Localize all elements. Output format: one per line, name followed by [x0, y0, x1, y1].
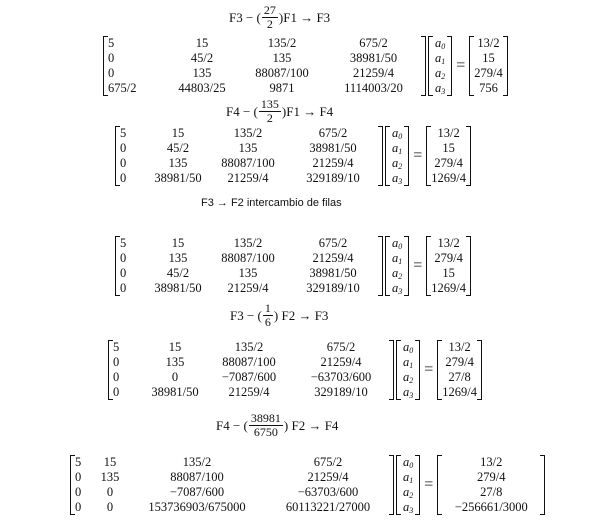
- matrix-cell: 135: [168, 156, 188, 170]
- vector-row: [474, 36, 502, 51]
- matrix-cell: 135/2: [233, 126, 263, 140]
- op-step-5: F4 − ( $\frac{38981}{6750}$ ) F2 → F4: [216, 411, 339, 439]
- rhs-cell: 15: [442, 141, 455, 155]
- rhs-cell: 279/4: [434, 156, 463, 170]
- matrix-cell: −7087/600: [221, 370, 277, 384]
- unknown: $a_2$: [403, 485, 414, 500]
- rhs-cell: 756: [479, 81, 498, 95]
- matrix-row: [120, 236, 378, 251]
- vector-row: [431, 236, 466, 251]
- matrix-row: [120, 251, 378, 266]
- matrix-cell: 135: [168, 251, 188, 265]
- matrix-cell: 329189/10: [306, 281, 360, 295]
- bracket-right: [415, 340, 420, 400]
- unknowns-vector: [428, 36, 452, 96]
- matrix-cell: 135: [272, 51, 292, 65]
- rhs-cell: 1269/4: [431, 281, 467, 295]
- matrix-cell: 38981/50: [349, 51, 398, 65]
- unknown: $a_1$: [392, 141, 403, 156]
- rhs-vector: [437, 340, 482, 400]
- row-swap-note: F3 → F2 intercambio de filas: [201, 197, 342, 209]
- matrix-cell: 0: [171, 370, 179, 384]
- matrix-cell: −63703/600: [297, 485, 359, 499]
- rhs-cell: 13/2: [437, 236, 460, 250]
- bracket-right: [503, 36, 508, 96]
- rhs-vector: [426, 126, 471, 186]
- matrix-cell: 5: [75, 455, 82, 469]
- vector-row: [442, 355, 477, 370]
- vector-row: [433, 36, 447, 51]
- vector-row: [442, 470, 540, 485]
- rhs-cell: 279/4: [474, 66, 503, 80]
- matrix-cell: 88087/100: [222, 355, 276, 369]
- unknowns-vector: [385, 126, 409, 186]
- matrix-cell: 88087/100: [255, 66, 309, 80]
- equals-sign: =: [424, 476, 434, 493]
- unknown: $a_0$: [403, 340, 414, 355]
- bracket-left: [396, 455, 401, 515]
- matrix-cell: 15: [195, 36, 209, 50]
- matrix-cell: 21259/4: [307, 470, 349, 484]
- matrix-cell: 135/2: [234, 340, 264, 354]
- vector-row: [431, 141, 466, 156]
- vector-row: [474, 66, 502, 81]
- matrix-cell: 21259/4: [353, 66, 394, 80]
- unknown: $a_3$: [392, 281, 403, 296]
- matrix-cell: 21259/4: [312, 156, 354, 170]
- vector-row: [390, 171, 404, 186]
- unknown: $a_2$: [403, 370, 414, 385]
- bracket-right: [477, 340, 482, 400]
- matrix-cell: 45/2: [166, 141, 190, 155]
- unknown: $a_1$: [435, 51, 446, 66]
- rhs-vector: [437, 455, 545, 515]
- bracket-left: [396, 340, 401, 400]
- matrix-cell: 38981/50: [309, 266, 357, 280]
- matrix-cell: 0: [113, 370, 120, 384]
- matrix-cell: 329189/10: [314, 385, 368, 399]
- bracket-right: [378, 126, 383, 186]
- bracket-left: [469, 36, 474, 96]
- matrix-row: [120, 281, 378, 296]
- vector-row: [390, 236, 404, 251]
- matrix-cell: 44803/25: [178, 81, 226, 95]
- bracket-left: [115, 236, 120, 296]
- op-step-1: F3 − ( $\frac{27}{2}$ )F1 → F3: [229, 3, 331, 31]
- matrix-cell: 5: [120, 236, 127, 250]
- matrix-cell: 0: [120, 141, 127, 155]
- matrix-cell: 15: [103, 455, 117, 469]
- matrix-cell: 38981/50: [151, 385, 199, 399]
- bracket-left: [428, 36, 433, 96]
- vector-row: [401, 355, 415, 370]
- vector-row: [431, 156, 466, 171]
- matrix-cell: 88087/100: [221, 156, 275, 170]
- matrix-row: [75, 485, 389, 500]
- matrix-equation-2: [115, 126, 471, 186]
- matrix-cell: 5: [120, 126, 127, 140]
- matrix-row: [113, 370, 389, 385]
- equals-sign: =: [413, 257, 423, 274]
- matrix-cell: 21259/4: [320, 355, 362, 369]
- vector-row: [390, 281, 404, 296]
- rhs-vector: [426, 236, 471, 296]
- matrix-cell: 675/2: [359, 36, 388, 50]
- bracket-left: [437, 455, 442, 515]
- bracket-left: [385, 126, 390, 186]
- vector-row: [390, 141, 404, 156]
- matrix-cell: 675/2: [108, 81, 137, 95]
- bracket-left: [108, 340, 113, 400]
- matrix-cell: −7087/600: [169, 485, 225, 499]
- rhs-cell: 279/4: [445, 355, 474, 369]
- op-step-4: F3 − ( $\frac{1}{6}$ ) F2 → F3: [230, 301, 329, 329]
- matrix-row: [120, 171, 378, 186]
- rhs-cell: 15: [482, 51, 495, 65]
- bracket-left: [115, 126, 120, 186]
- unknown: $a_1$: [403, 470, 414, 485]
- coefficient-matrix: [115, 126, 383, 186]
- matrix-cell: 15: [171, 126, 185, 140]
- matrix-row: [75, 500, 389, 515]
- bracket-left: [437, 340, 442, 400]
- coefficient-matrix: [115, 236, 383, 296]
- vector-row: [431, 171, 466, 186]
- vector-row: [474, 51, 502, 66]
- matrix-cell: 15: [168, 340, 182, 354]
- matrix-cell: 135/2: [267, 36, 297, 50]
- matrix-cell: 5: [113, 340, 120, 354]
- coefficient-matrix: [108, 340, 394, 400]
- coefficient-matrix: [70, 455, 394, 515]
- vector-row: [442, 385, 477, 400]
- vector-row: [401, 340, 415, 355]
- matrix-cell: 21259/4: [228, 385, 270, 399]
- rhs-cell: −256661/3000: [454, 500, 528, 514]
- vector-row: [390, 126, 404, 141]
- matrix-cell: 21259/4: [227, 281, 269, 295]
- vector-row: [442, 370, 477, 385]
- rhs-cell: 13/2: [448, 340, 471, 354]
- unknown: $a_1$: [403, 355, 414, 370]
- vector-row: [442, 455, 540, 470]
- unknown: $a_0$: [403, 455, 414, 470]
- bracket-left: [426, 126, 431, 186]
- matrix-row: [113, 355, 389, 370]
- matrix-cell: 135/2: [233, 236, 263, 250]
- unknown: $a_0$: [392, 236, 403, 251]
- matrix-row: [120, 156, 378, 171]
- vector-row: [442, 340, 477, 355]
- bracket-right: [540, 455, 545, 515]
- rhs-cell: 13/2: [480, 455, 503, 469]
- matrix-cell: 88087/100: [221, 251, 275, 265]
- vector-row: [433, 51, 447, 66]
- matrix-cell: 675/2: [313, 455, 343, 469]
- rhs-cell: 15: [442, 266, 455, 280]
- unknowns-vector: [385, 236, 409, 296]
- bracket-right: [404, 126, 409, 186]
- matrix-cell: 675/2: [318, 126, 348, 140]
- unknown: $a_3$: [392, 171, 403, 186]
- matrix-cell: 1114003/20: [344, 81, 403, 95]
- matrix-cell: 135: [238, 141, 258, 155]
- equals-sign: =: [424, 361, 434, 378]
- matrix-cell: 0: [108, 66, 115, 80]
- matrix-cell: 0: [75, 500, 82, 514]
- rhs-cell: 279/4: [477, 470, 506, 484]
- bracket-right: [447, 36, 452, 96]
- unknown: $a_0$: [392, 126, 403, 141]
- unknown: $a_3$: [435, 81, 446, 96]
- vector-row: [401, 500, 415, 515]
- matrix-row: [120, 141, 378, 156]
- matrix-cell: 0: [120, 171, 127, 185]
- matrix-row: [120, 266, 378, 281]
- matrix-cell: 135: [100, 470, 120, 484]
- vector-row: [442, 485, 540, 500]
- matrix-cell: 9871: [269, 81, 295, 95]
- matrix-row: [113, 340, 389, 355]
- matrix-row: [108, 51, 421, 66]
- bracket-right: [389, 340, 394, 400]
- bracket-right: [389, 455, 394, 515]
- matrix-cell: 0: [113, 355, 120, 369]
- matrix-row: [113, 385, 389, 400]
- matrix-cell: 38981/50: [154, 171, 202, 185]
- matrix-cell: 38981/50: [154, 281, 202, 295]
- matrix-cell: 0: [75, 470, 82, 484]
- unknown: $a_2$: [435, 66, 446, 81]
- matrix-row: [75, 470, 389, 485]
- matrix-cell: 0: [120, 266, 127, 280]
- matrix-row: [108, 36, 421, 51]
- matrix-equation-4: [108, 340, 482, 400]
- vector-row: [431, 251, 466, 266]
- rhs-vector: [469, 36, 507, 96]
- matrix-cell: 15: [171, 236, 185, 250]
- vector-row: [431, 266, 466, 281]
- matrix-cell: 45/2: [166, 266, 190, 280]
- bracket-right: [466, 236, 471, 296]
- bracket-right: [378, 236, 383, 296]
- matrix-row: [108, 66, 421, 81]
- matrix-cell: 5: [108, 36, 115, 50]
- matrix-cell: 60113221/27000: [285, 500, 371, 514]
- matrix-cell: 0: [75, 485, 82, 499]
- matrix-cell: 135: [192, 66, 212, 80]
- bracket-left: [70, 455, 75, 515]
- bracket-right: [404, 236, 409, 296]
- vector-row: [474, 81, 502, 96]
- matrix-equation-5: [70, 455, 545, 515]
- bracket-right: [421, 36, 426, 96]
- matrix-cell: 0: [113, 385, 120, 399]
- matrix-cell: 675/2: [318, 236, 348, 250]
- matrix-equation-3: [115, 236, 471, 296]
- vector-row: [431, 126, 466, 141]
- vector-row: [401, 370, 415, 385]
- matrix-row: [75, 455, 389, 470]
- vector-row: [390, 266, 404, 281]
- bracket-left: [426, 236, 431, 296]
- matrix-cell: 135: [165, 355, 185, 369]
- rhs-cell: 279/4: [434, 251, 463, 265]
- matrix-cell: 135: [238, 266, 258, 280]
- rhs-cell: 27/8: [480, 485, 503, 499]
- matrix-cell: 135/2: [182, 455, 212, 469]
- vector-row: [401, 455, 415, 470]
- matrix-cell: 0: [120, 156, 127, 170]
- matrix-cell: 0: [120, 281, 127, 295]
- matrix-equation-1: [103, 36, 508, 96]
- vector-row: [433, 66, 447, 81]
- unknowns-vector: [396, 340, 420, 400]
- matrix-cell: 38981/50: [309, 141, 357, 155]
- rhs-cell: 13/2: [477, 36, 500, 50]
- matrix-cell: 329189/10: [306, 171, 360, 185]
- unknown: $a_2$: [392, 266, 403, 281]
- unknown: $a_0$: [435, 36, 446, 51]
- unknown: $a_2$: [392, 156, 403, 171]
- vector-row: [390, 156, 404, 171]
- bracket-right: [415, 455, 420, 515]
- op-step-2: F4 − ( $\frac{135}{2}$ )F1 → F4: [226, 97, 334, 125]
- rhs-cell: 27/8: [448, 370, 471, 384]
- matrix-cell: 0: [108, 51, 115, 65]
- vector-row: [401, 385, 415, 400]
- matrix-row: [120, 126, 378, 141]
- unknown: $a_3$: [403, 500, 414, 515]
- unknown: $a_3$: [403, 385, 414, 400]
- bracket-left: [385, 236, 390, 296]
- matrix-cell: −63703/600: [310, 370, 372, 384]
- coefficient-matrix: [103, 36, 426, 96]
- rhs-cell: 1269/4: [442, 385, 478, 399]
- vector-row: [442, 500, 540, 515]
- equals-sign: =: [456, 57, 466, 74]
- vector-row: [401, 470, 415, 485]
- bracket-left: [103, 36, 108, 96]
- vector-row: [431, 281, 466, 296]
- matrix-row: [108, 81, 421, 96]
- vector-row: [401, 485, 415, 500]
- matrix-cell: 675/2: [326, 340, 356, 354]
- equals-sign: =: [413, 147, 423, 164]
- bracket-right: [466, 126, 471, 186]
- rhs-cell: 13/2: [437, 126, 460, 140]
- matrix-cell: 21259/4: [312, 251, 354, 265]
- matrix-cell: 88087/100: [170, 470, 224, 484]
- unknowns-vector: [396, 455, 420, 515]
- unknown: $a_1$: [392, 251, 403, 266]
- matrix-cell: 0: [106, 485, 114, 499]
- vector-row: [433, 81, 447, 96]
- rhs-cell: 1269/4: [431, 171, 467, 185]
- matrix-cell: 153736903/675000: [148, 500, 246, 514]
- matrix-cell: 45/2: [190, 51, 214, 65]
- matrix-cell: 21259/4: [227, 171, 269, 185]
- vector-row: [390, 251, 404, 266]
- matrix-cell: 0: [106, 500, 114, 514]
- matrix-cell: 0: [120, 251, 127, 265]
